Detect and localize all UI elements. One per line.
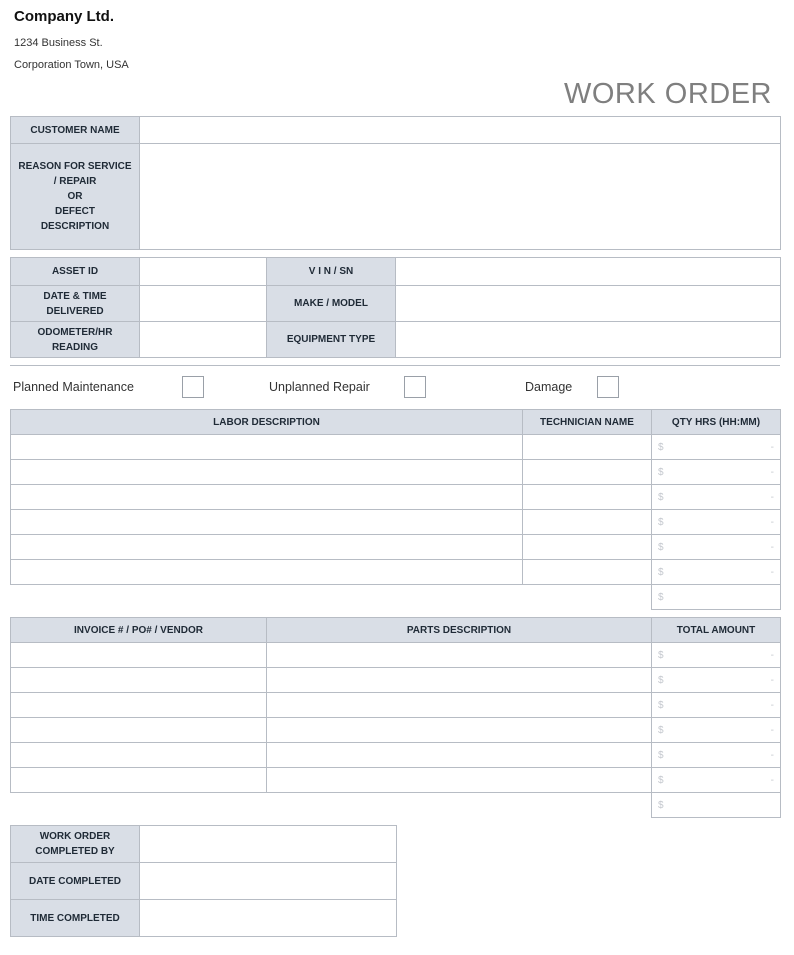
equipment-type-field[interactable]	[396, 322, 781, 358]
parts-description-header: PARTS DESCRIPTION	[267, 618, 652, 643]
parts-description-cell[interactable]	[267, 768, 652, 793]
labor-description-header: LABOR DESCRIPTION	[11, 410, 523, 435]
table-row	[11, 743, 781, 768]
asset-table	[10, 257, 781, 358]
table-row	[11, 460, 781, 485]
labor-table	[10, 409, 781, 610]
parts-total-row	[11, 793, 781, 818]
labor-description-cell[interactable]	[11, 460, 523, 485]
table-row	[11, 718, 781, 743]
labor-total-cell[interactable]: $	[652, 585, 781, 610]
completed-by-label: WORK ORDER COMPLETED BY	[11, 826, 140, 863]
total-amount-cell[interactable]: $ -	[652, 693, 781, 718]
qty-hrs-header: QTY HRS (HH:MM)	[652, 410, 781, 435]
asset-id-field[interactable]	[140, 258, 267, 286]
qty-hrs-cell[interactable]: $ -	[652, 435, 781, 460]
total-amount-cell[interactable]: $ -	[652, 718, 781, 743]
technician-name-cell[interactable]	[523, 535, 652, 560]
parts-description-cell[interactable]	[267, 693, 652, 718]
customer-table	[10, 116, 781, 250]
company-address-line2: Corporation Town, USA	[14, 59, 129, 71]
invoice-po-vendor-cell[interactable]	[11, 743, 267, 768]
company-name: Company Ltd.	[14, 8, 114, 25]
time-completed-field[interactable]	[140, 900, 397, 937]
make-model-field[interactable]	[396, 286, 781, 322]
date-time-delivered-label: DATE & TIME DELIVERED	[11, 286, 140, 322]
invoice-po-vendor-cell[interactable]	[11, 693, 267, 718]
technician-name-header: TECHNICIAN NAME	[523, 410, 652, 435]
table-row	[11, 768, 781, 793]
technician-name-cell[interactable]	[523, 485, 652, 510]
make-model-label: MAKE / MODEL	[267, 286, 396, 322]
parts-description-cell[interactable]	[267, 643, 652, 668]
reason-for-service-label: REASON FOR SERVICE / REPAIR OR DEFECT DESCRIPTION	[11, 144, 140, 250]
unplanned-repair-checkbox[interactable]	[404, 376, 426, 398]
odometer-reading-label: ODOMETER/HR READING	[11, 322, 140, 358]
table-row	[11, 643, 781, 668]
table-row	[11, 510, 781, 535]
invoice-po-vendor-header: INVOICE # / PO# / VENDOR	[11, 618, 267, 643]
table-row	[11, 535, 781, 560]
planned-maintenance-label: Planned Maintenance	[13, 380, 134, 394]
completion-table	[10, 825, 397, 937]
unplanned-repair-label: Unplanned Repair	[269, 380, 370, 394]
table-row	[11, 560, 781, 585]
qty-hrs-cell[interactable]: $ -	[652, 485, 781, 510]
company-address-line1: 1234 Business St.	[14, 37, 103, 49]
customer-name-label: CUSTOMER NAME	[11, 117, 140, 144]
table-row	[11, 485, 781, 510]
document-title: WORK ORDER	[564, 78, 772, 110]
qty-hrs-cell[interactable]: $ -	[652, 510, 781, 535]
invoice-po-vendor-cell[interactable]	[11, 718, 267, 743]
parts-description-cell[interactable]	[267, 743, 652, 768]
vin-sn-field[interactable]	[396, 258, 781, 286]
technician-name-cell[interactable]	[523, 510, 652, 535]
reason-for-service-field[interactable]	[140, 144, 781, 250]
labor-description-cell[interactable]	[11, 560, 523, 585]
total-amount-header: TOTAL AMOUNT	[652, 618, 781, 643]
time-completed-label: TIME COMPLETED	[11, 900, 140, 937]
table-row	[11, 668, 781, 693]
date-completed-field[interactable]	[140, 863, 397, 900]
total-amount-cell[interactable]: $ -	[652, 643, 781, 668]
damage-label: Damage	[525, 380, 573, 394]
technician-name-cell[interactable]	[523, 560, 652, 585]
parts-table	[10, 617, 781, 818]
qty-hrs-cell[interactable]: $ -	[652, 535, 781, 560]
total-amount-cell[interactable]: $ -	[652, 743, 781, 768]
qty-hrs-cell[interactable]: $ -	[652, 460, 781, 485]
parts-total-cell[interactable]: $	[652, 793, 781, 818]
service-type-row	[10, 365, 780, 408]
labor-total-row	[11, 585, 781, 610]
invoice-po-vendor-cell[interactable]	[11, 768, 267, 793]
invoice-po-vendor-cell[interactable]	[11, 643, 267, 668]
parts-description-cell[interactable]	[267, 668, 652, 693]
customer-name-field[interactable]	[140, 117, 781, 144]
technician-name-cell[interactable]	[523, 460, 652, 485]
labor-description-cell[interactable]	[11, 510, 523, 535]
technician-name-cell[interactable]	[523, 435, 652, 460]
labor-description-cell[interactable]	[11, 435, 523, 460]
planned-maintenance-checkbox[interactable]	[182, 376, 204, 398]
labor-description-cell[interactable]	[11, 535, 523, 560]
table-row	[11, 693, 781, 718]
total-amount-cell[interactable]: $ -	[652, 668, 781, 693]
labor-description-cell[interactable]	[11, 485, 523, 510]
date-time-delivered-field[interactable]	[140, 286, 267, 322]
vin-sn-label: V I N / SN	[267, 258, 396, 286]
date-completed-label: DATE COMPLETED	[11, 863, 140, 900]
odometer-reading-field[interactable]	[140, 322, 267, 358]
damage-checkbox[interactable]	[597, 376, 619, 398]
asset-id-label: ASSET ID	[11, 258, 140, 286]
total-amount-cell[interactable]: $ -	[652, 768, 781, 793]
table-row	[11, 435, 781, 460]
qty-hrs-cell[interactable]: $ -	[652, 560, 781, 585]
equipment-type-label: EQUIPMENT TYPE	[267, 322, 396, 358]
invoice-po-vendor-cell[interactable]	[11, 668, 267, 693]
parts-description-cell[interactable]	[267, 718, 652, 743]
completed-by-field[interactable]	[140, 826, 397, 863]
